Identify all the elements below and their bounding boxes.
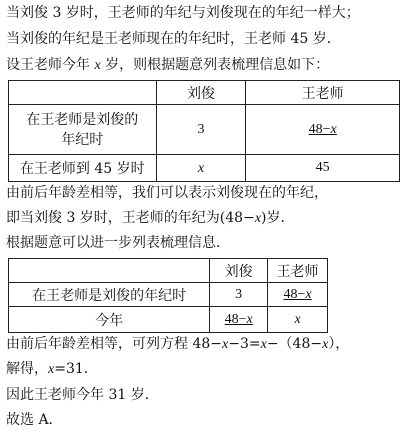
table-row xyxy=(9,283,328,307)
variable-x: x xyxy=(254,211,262,226)
text-line-5 xyxy=(6,208,295,228)
table-1-row2-wang: 45 xyxy=(246,155,400,182)
variable-x: x xyxy=(94,58,101,73)
text-line-7-a: 由前后年龄差相等，可列方程 48− xyxy=(6,336,222,352)
text-line-1: 当刘俊 3 岁时，王老师的年纪与刘俊现在的年纪一样大； xyxy=(6,5,360,21)
text-line-6: 根据题意可以进一步列表梳理信息． xyxy=(6,235,230,251)
text-line-8-a: 解得， xyxy=(6,361,48,377)
table-1-row2-label: 在王老师到 45 岁时 xyxy=(9,155,157,182)
table-2-row1-wang-prefix: 48− xyxy=(283,287,306,302)
table-1-row1-wang-expr xyxy=(309,122,337,137)
variable-x: x xyxy=(48,362,55,377)
text-line-8-b: =31． xyxy=(54,361,98,377)
table-2-row2-wang xyxy=(268,307,328,333)
table-1-row2-liu xyxy=(156,155,246,182)
text-line-10: 故选 A． xyxy=(6,412,63,428)
variable-x: x xyxy=(222,337,229,352)
table-2-row1-liu: 3 xyxy=(210,283,268,307)
table-2-row2-label: 今年 xyxy=(9,307,210,333)
text-line-3 xyxy=(6,55,329,75)
table-2 xyxy=(8,258,328,333)
table-2-row1-wang-expr xyxy=(283,287,311,302)
table-1-header-row xyxy=(9,81,400,105)
table-2-row2-wang-var: x xyxy=(294,312,301,327)
text-line-7 xyxy=(6,334,349,354)
text-line-3-a: 设王老师今年 xyxy=(6,57,95,73)
table-row xyxy=(9,155,400,182)
table-1-row1-label-line2: 年纪时 xyxy=(61,131,104,148)
table-1 xyxy=(8,80,400,182)
table-1-row1-wang-var: x xyxy=(330,122,337,137)
table-2-row2-liu-prefix: 48− xyxy=(224,312,247,327)
text-line-5-b: )岁． xyxy=(261,210,295,226)
table-1-row1-liu: 3 xyxy=(156,105,246,155)
table-2-row1-wang xyxy=(268,283,328,307)
table-1-row1-label-line1: 在王老师是刘俊的 xyxy=(26,111,139,128)
table-2-row1-wang-var: x xyxy=(305,287,312,302)
table-2-header-wang: 王老师 xyxy=(268,259,328,283)
text-line-3-b: 岁，则根据题意列表梳理信息如下： xyxy=(100,57,330,73)
variable-x: x xyxy=(260,337,267,352)
table-1-header-empty xyxy=(9,81,157,105)
text-line-4: 由前后年龄差相等，我们可以表示刘俊现在的年纪， xyxy=(6,185,328,201)
table-1-header-liu: 刘俊 xyxy=(156,81,246,105)
text-line-8 xyxy=(6,359,98,379)
table-1-row1-wang xyxy=(246,105,400,155)
text-line-7-d: ）， xyxy=(328,336,350,352)
text-line-7-b: −3= xyxy=(228,336,261,352)
text-line-9: 因此王老师今年 31 岁． xyxy=(6,387,159,403)
table-row xyxy=(9,307,328,333)
table-2-header-row xyxy=(9,259,328,283)
table-2-header-liu: 刘俊 xyxy=(210,259,268,283)
table-1-row1-label xyxy=(9,105,157,155)
variable-x: x xyxy=(322,337,329,352)
table-1-row2-liu-var: x xyxy=(197,160,205,176)
table-2-row2-liu xyxy=(210,307,268,333)
table-1-header-wang: 王老师 xyxy=(246,81,400,105)
table-2-row2-liu-expr xyxy=(225,312,253,327)
table-row xyxy=(9,105,400,155)
text-line-2: 当刘俊的年纪是王老师现在的年纪时，王老师 45 岁． xyxy=(6,31,341,47)
text-line-7-c: −（48− xyxy=(266,336,323,352)
table-2-row2-liu-var: x xyxy=(246,312,253,327)
table-1-row1-wang-prefix: 48− xyxy=(308,122,331,137)
table-2-row1-label: 在王老师是刘俊的年纪时 xyxy=(9,283,210,307)
table-2-header-empty xyxy=(9,259,210,283)
text-line-5-a: 即当刘俊 3 岁时，王老师的年纪为(48− xyxy=(6,210,255,226)
